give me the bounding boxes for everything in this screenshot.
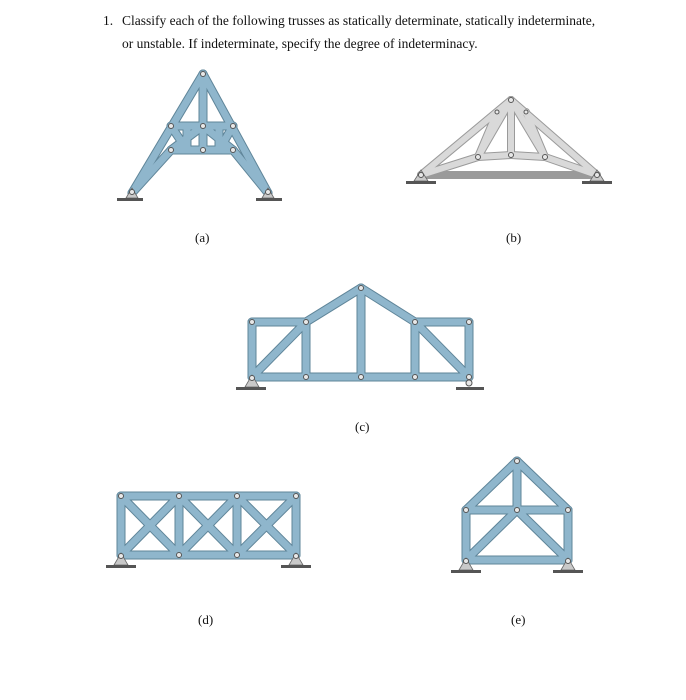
caption-a: (a)	[195, 230, 210, 245]
problem-line-2: or unstable. If indeterminate, specify the degree of indeterminacy.	[122, 36, 478, 51]
problem-number: 1.	[103, 13, 114, 28]
caption-c: (c)	[355, 419, 370, 434]
caption-e: (e)	[511, 612, 526, 627]
problem-line-1: Classify each of the following trusses as statically determinate, statically indeterminate,	[122, 13, 596, 28]
caption-d: (d)	[198, 612, 214, 627]
caption-b: (b)	[506, 230, 522, 245]
